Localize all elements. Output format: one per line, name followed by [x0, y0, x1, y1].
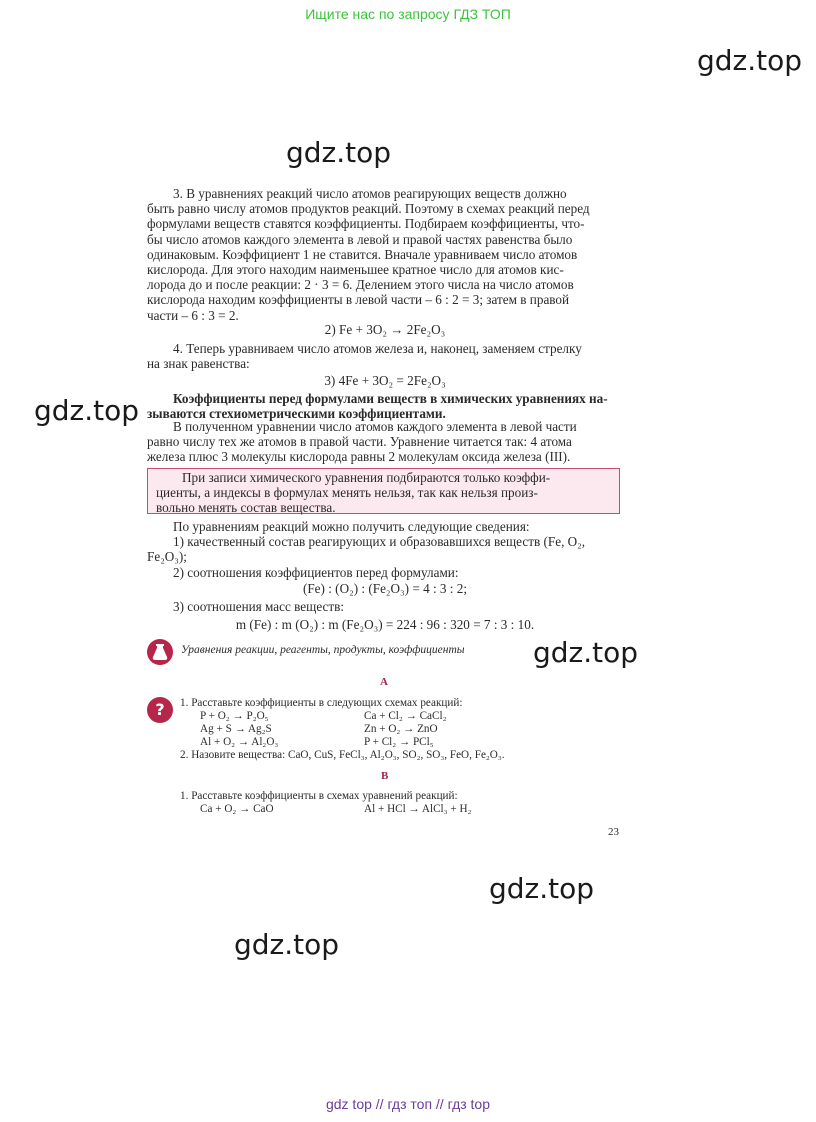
info-list: [147, 519, 623, 580]
text-line: лорода до и после реакции: 2 · 3 = 6. Делением этого числа на число атомов: [147, 277, 574, 293]
paragraph-4: [147, 341, 623, 371]
text-line: 1) качественный состав реагирующих и образовавшихся веществ (Fe, O₂,: [173, 534, 586, 550]
flask-icon: [146, 638, 174, 666]
text-line: равно числу тех же атомов в правой части. Уравнение читается так: 4 атома: [147, 434, 572, 450]
watermark: gdz.top: [697, 44, 803, 77]
equation-3: 3) 4Fe + 3O₂ = 2Fe₂O₃: [324, 373, 446, 388]
watermark: gdz.top: [533, 636, 639, 669]
reaction: P + O₂ → P₂O₅: [200, 710, 269, 722]
text-line: зываются стехиометрическими коэффициентами.: [147, 406, 446, 422]
task-a1: 1. Расставьте коэффициенты в следующих схемах реакций:: [180, 697, 463, 709]
text-line: 4. Теперь уравниваем число атомов железа и, наконец, заменяем стрелку: [173, 341, 582, 356]
equation-2: 2) Fe + 3O₂ → 2Fe₂O₃: [324, 322, 446, 337]
text-line: вольно менять состав вещества.: [156, 500, 336, 516]
keywords-line: Уравнения реакции, реагенты, продукты, коэффициенты: [181, 644, 465, 656]
reaction: Zn + O₂ → ZnO: [364, 723, 438, 735]
reactions-a-left: [200, 710, 278, 749]
text-line: В полученном уравнении число атомов каждого элемента в левой части: [173, 419, 577, 434]
watermark: gdz.top: [286, 136, 392, 169]
section-a-label: А: [380, 676, 388, 688]
task-b1: 1. Расставьте коэффициенты в схемах уравнений реакций:: [180, 790, 458, 802]
text-line: кислорода. Для этого находим наименьшее кратное число для атомов кис-: [147, 262, 564, 278]
note-box: [147, 468, 620, 514]
text-line: Коэффициенты перед формулами веществ в химических уравнениях на-: [173, 391, 608, 406]
reaction: Ag + S → Ag₂S: [200, 723, 272, 735]
text-line: По уравнениям реакций можно получить следующие сведения:: [173, 519, 530, 534]
text-line: части – 6 : 3 = 2.: [147, 307, 239, 323]
text-line: формулами веществ ставятся коэффициенты. Подбираем коэффициенты, что-: [147, 216, 585, 232]
text-line: быть равно числу атомов продуктов реакций. Поэтому в схемах реакций перед: [147, 201, 590, 217]
reaction: Al + O₂ → Al₂O₃: [200, 736, 279, 748]
bottom-banner: gdz top // гдз топ // гдз top: [325, 1096, 491, 1112]
text-line: 3) соотношения масс веществ:: [173, 599, 345, 614]
watermark: gdz.top: [234, 928, 340, 961]
text-line: Fe₂O₃);: [147, 549, 187, 565]
paragraph-5: [147, 419, 623, 465]
text-line: одинаковым. Коэффициент 1 не ставится. Вначале уравниваем число атомов: [147, 246, 578, 262]
reaction-b-right: Al + HCl → AlCl₃ + H₂: [364, 803, 472, 815]
question-icon: ?: [147, 697, 173, 723]
paragraph-3: [147, 186, 623, 323]
task-a2: 2. Назовите вещества: CaO, CuS, FeCl₃, Al₂O₃, SO₂, SO₃, FeO, Fe₂O₃.: [180, 749, 505, 761]
text-line: на знак равенства:: [147, 356, 250, 372]
text-line: бы число атомов каждого элемента в левой и правой частях равенства было: [147, 231, 573, 247]
reaction-b-left: Ca + O₂ → CaO: [200, 803, 274, 815]
text-line: 3. В уравнениях реакций число атомов реагирующих веществ должно: [173, 186, 567, 201]
text-line: При записи химического уравнения подбираются только коэффи-: [182, 470, 551, 485]
text-line: 2) соотношения коэффициентов перед формулами:: [173, 564, 459, 580]
text-line: кислорода находим коэффициенты в левой части – 6 : 2 = 3; затем в правой: [147, 292, 570, 308]
top-banner: Ищите нас по запросу ГДЗ ТОП: [305, 6, 511, 22]
definition: [147, 391, 623, 421]
watermark: gdz.top: [34, 394, 140, 427]
ratio-masses: m (Fe) : m (O₂) : m (Fe₂O₃) = 224 : 96 : 320 = 7 : 3 : 10.: [235, 617, 535, 632]
section-b-label: В: [381, 770, 389, 782]
reaction: P + Cl₂ → PCl₅: [364, 736, 434, 748]
text-line: циенты, а индексы в формулах менять нельзя, так как нельзя произ-: [156, 485, 538, 501]
reactions-a-right: [364, 710, 446, 749]
ratio-coefficients: (Fe) : (O₂) : (Fe₂O₃) = 4 : 3 : 2;: [302, 581, 468, 596]
watermark: gdz.top: [489, 872, 595, 905]
reaction: Ca + Cl₂ → CaCl₂: [364, 710, 447, 722]
page-number: 23: [608, 826, 619, 838]
text-line: железа плюс 3 молекулы кислорода равны 2 молекулам оксида железа (III).: [147, 449, 571, 465]
